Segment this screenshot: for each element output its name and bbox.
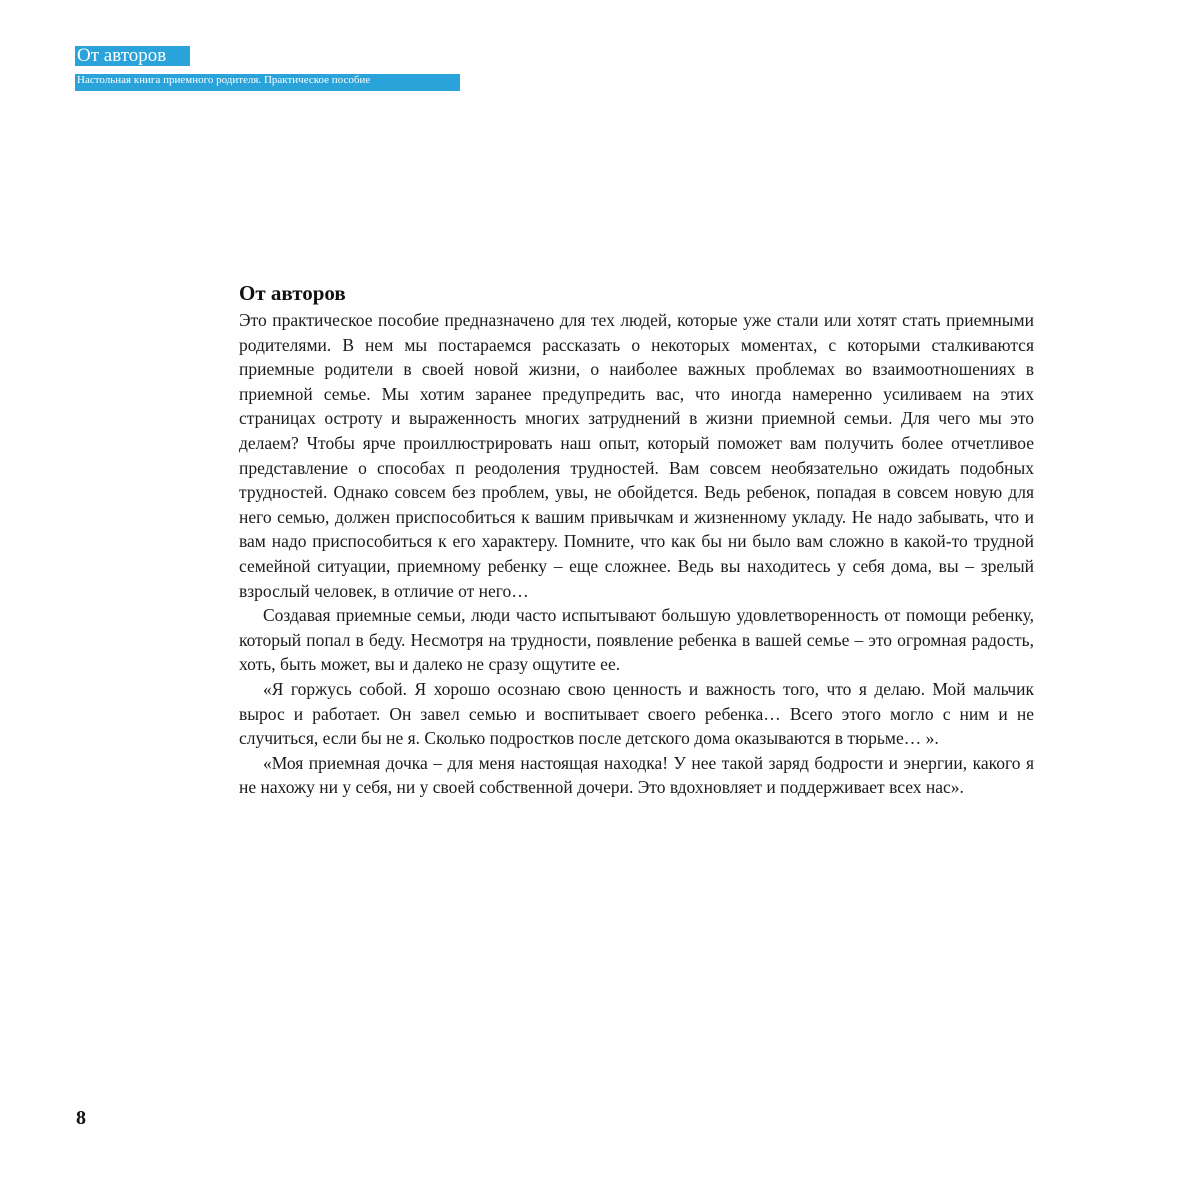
page-number: 8 — [76, 1107, 86, 1129]
main-content — [239, 280, 1034, 800]
section-heading: От авторов — [239, 281, 346, 305]
header-title: От авторов — [75, 46, 190, 66]
paragraph-intro: Это практическое пособие предназначено для тех людей, которые уже стали или хотят стать приемными родителями. В нем мы постараемся рассказать о некоторых моментах, с которыми сталкиваются приемные родители в своей новой жизни, о наиболее важных проблемах во взаимоотношениях в приемной семье. Мы хотим заранее предупредить вас, что иногда намеренно усиливаем на этих страницах остроту и выраженность многих затруднений в жизни приемной семьи. Для чего мы это делаем? Чтобы ярче проиллюстрировать наш опыт, который поможет вам получить более отчетливое представление о способах п реодоления трудностей. Вам совсем необязательно ожидать подобных трудностей. Однако совсем без проблем, увы, не обойдется. Ведь ребенок, попадая в совсем новую для него семью, должен приспособиться к вашим привычкам и жизненному укладу. Не надо забывать, что и вам надо приспособиться к его характеру. Помните, что как бы ни было вам сложно в какой-то трудной семейной ситуации, приемному ребенку – еще сложнее. Ведь вы находитесь у себя дома, вы – зрелый взрослый человек, в отличие от него… — [239, 310, 1034, 601]
header-subtitle: Настольная книга приемного родителя. Практическое пособие — [75, 74, 460, 91]
paragraph-quote-son: «Я горжусь собой. Я хорошо осознаю свою ценность и важность того, что я делаю. Мой мальчик вырос и работает. Он завел семью и воспитывает своего ребенка… Всего этого могло с ним и не случиться, если бы не я. Сколько подростков после детского дома оказываются в тюрьме… ». — [239, 678, 1034, 749]
paragraph-foster-families: Создавая приемные семьи, люди часто испытывают большую удовлетворенность от помощи ребенку, который попал в беду. Несмотря на трудности, появление ребенка в вашей семье – это огромная радость, хоть, быть может, вы и далеко не сразу ощутите ее. — [239, 605, 1034, 675]
paragraph-quote-daughter: «Моя приемная дочка – для меня настоящая находка! У нее такой заряд бодрости и энергии, какого я не нахожу ни у себя, ни у своей собственной дочери. Это вдохновляет и поддерживает всех нас». — [239, 752, 1034, 798]
